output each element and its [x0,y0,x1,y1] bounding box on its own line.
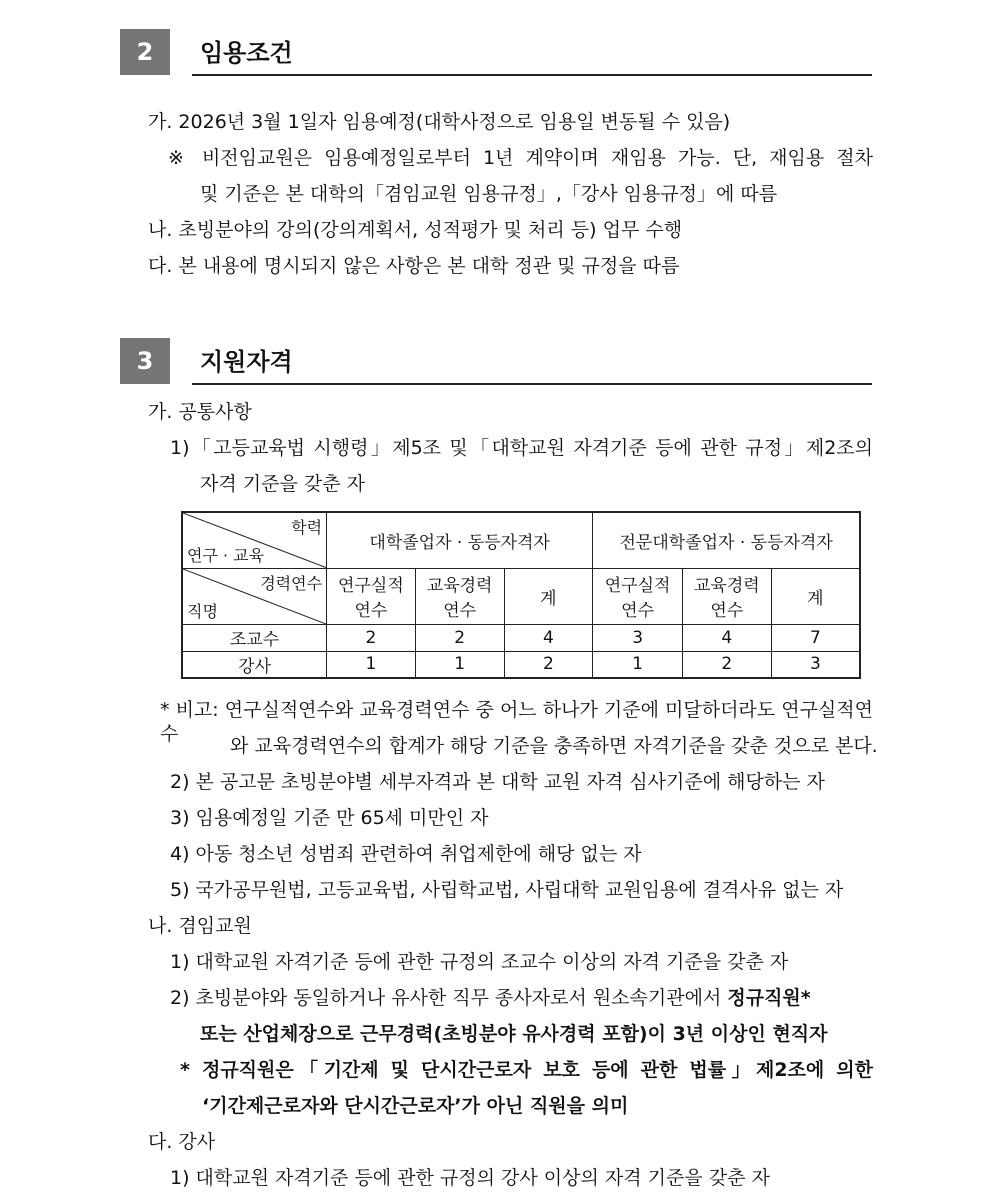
column-header: 계 [504,568,593,624]
text-line: 나. 초빙분야의 강의(강의계획서, 성적평가 및 처리 등) 업무 수행 [148,219,683,241]
column-header: 계 [771,568,860,624]
text-line: 1) 대학교원 자격기준 등에 관한 규정의 조교수 이상의 자격 기준을 갖춘 자 [170,951,789,973]
section-number: 3 [120,338,170,384]
section-rule [192,74,872,76]
text-line: 나. 겸임교원 [148,915,252,937]
table-cell: 2 [415,624,504,651]
header-label: 경력연수 [260,573,323,593]
bold-text: 정규직원* [727,987,811,1009]
section-title: 지원자격 [200,348,293,376]
table-cell: 2 [682,651,771,678]
column-header: 교육경력 연수 [415,568,504,624]
note-line: * 비고: 연구실적연수와 교육경력연수 중 어느 하나가 기준에 미달하더라도 연구실적연수 [160,699,873,745]
section-rule [192,383,872,385]
text-line [170,986,811,1010]
text-line: 또는 산업체장으로 근무경력(초빙분야 유사경력 포함)이 3년 이상인 현직자 [200,1023,828,1045]
text-line: 1) 대학교원 자격기준 등에 관한 규정의 강사 이상의 자격 기준을 갖춘 자 [170,1167,770,1189]
table-cell: 7 [771,624,860,651]
header-label: 학력 [291,518,323,537]
table-cell: 1 [327,651,416,678]
table-cell: 4 [682,624,771,651]
text-line: 3) 임용예정일 기준 만 65세 미만인 자 [170,807,489,829]
table-cell: 1 [593,651,683,678]
text-line: 자격 기준을 갖춘 자 [200,473,365,495]
section-title: 임용조건 [200,39,293,67]
column-header: 연구실적 연수 [593,568,683,624]
table-cell: 2 [327,624,416,651]
plain-text: 2) 초빙분야와 동일하거나 유사한 직무 종사자로서 원소속기관에서 [170,987,722,1009]
note-line: 와 교육경력연수의 합계가 해당 기준을 충족하면 자격기준을 갖춘 것으로 본다. [230,735,878,757]
group-header: 대학졸업자 · 동등자격자 [327,512,593,568]
column-header: 연구실적 연수 [327,568,416,624]
qualification-table [181,511,861,679]
header-label: 직명 [187,601,218,621]
table-cell: 2 [504,651,593,678]
text-line: 및 기준은 본 대학의「겸임교원 임용규정」,「강사 임용규정」에 따름 [200,183,778,205]
text-line: 다. 강사 [148,1131,216,1153]
table-row [182,651,860,678]
column-header: 교육경력 연수 [682,568,771,624]
text-line: 가. 공통사항 [148,401,252,423]
table-cell: 3 [771,651,860,678]
note-line: ‘기간제근로자와 단시간근로자’가 아닌 직원을 의미 [202,1095,629,1117]
group-header: 전문대학졸업자 · 동등자격자 [593,512,860,568]
note-line: * 정규직원은「기간제 및 단시간근로자 보호 등에 관한 법률」제2조에 의한 [180,1059,873,1081]
section-number: 2 [120,29,170,75]
section-3-header [120,338,872,386]
table-row [182,624,860,651]
text-line: 다. 본 내용에 명시되지 않은 사항은 본 대학 정관 및 규정을 따름 [148,255,680,277]
text-line: 가. 2026년 3월 1일자 임용예정(대학사정으로 임용일 변동될 수 있음) [148,111,731,133]
header-corner-cell [182,568,327,624]
text-line: 2) 본 공고문 초빙분야별 세부자격과 본 대학 교원 자격 심사기준에 해당하는 자 [170,771,825,793]
table-cell: 3 [593,624,683,651]
header-label: 연구 · 교육 [187,545,265,565]
text-line: ※ 비전임교원은 임용예정일로부터 1년 계약이며 재임용 가능. 단, 재임용 절차 [168,147,873,169]
row-title: 조교수 [182,624,327,651]
table-cell: 1 [415,651,504,678]
section-2-header [120,29,872,77]
text-line: 5) 국가공무원법, 고등교육법, 사립학교법, 사립대학 교원임용에 결격사유 없는 자 [170,879,844,901]
row-title: 강사 [182,651,327,678]
table-cell: 4 [504,624,593,651]
header-corner-cell [182,512,327,568]
text-line: 1)「고등교육법 시행령」제5조 및「대학교원 자격기준 등에 관한 규정」제2조의 [170,437,873,459]
text-line: 4) 아동 청소년 성범죄 관련하여 취업제한에 해당 없는 자 [170,843,642,865]
